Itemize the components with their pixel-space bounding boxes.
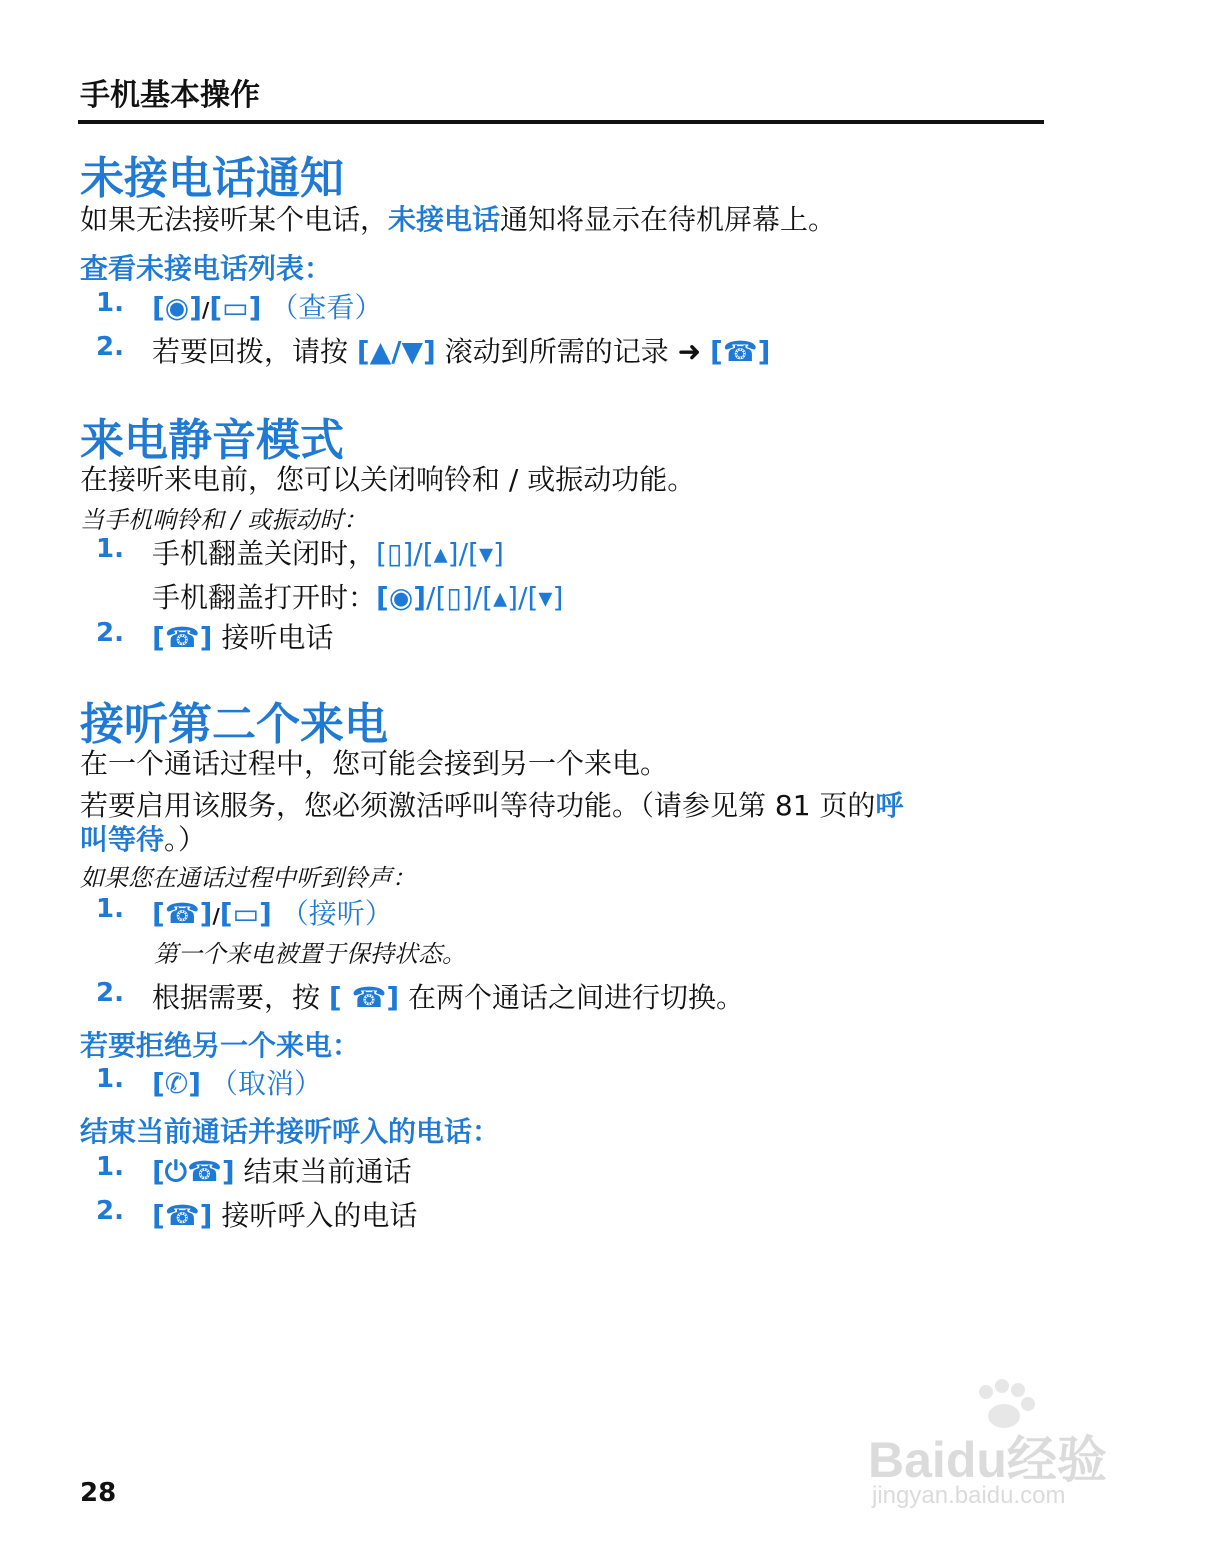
intro-text: 如果无法接听某个电话，: [80, 203, 389, 236]
step-text: 根据需要，按: [152, 981, 329, 1014]
softkey-icon: [▭]: [209, 291, 262, 324]
silent-mode-condition: 当手机响铃和 / 或振动时：: [80, 506, 368, 534]
section-title-silent-mode: 来电静音模式: [80, 415, 344, 466]
step-text: 若要回拨，请按: [152, 335, 357, 368]
step-text: 接听呼入的电话: [212, 1199, 418, 1232]
step-flip-open: [152, 576, 563, 616]
step-text: 接听电话: [212, 621, 334, 654]
hold-note: 第一个来电被置于保持状态。: [154, 940, 466, 968]
step-number: 2.: [96, 332, 124, 362]
section-title-second-call: 接听第二个来电: [80, 699, 388, 750]
call-key-icon: [ ☎]: [328, 981, 400, 1014]
step-number: 1.: [96, 1064, 124, 1094]
step-answer-incoming: [152, 1194, 417, 1234]
call-key-icon: [☎]: [152, 897, 213, 930]
second-call-intro: 在一个通话过程中，您可能会接到另一个来电。: [80, 747, 669, 780]
note-text: 若要启用该服务，您必须激活呼叫等待功能。（请参见第 81 页的: [80, 789, 876, 822]
call-waiting-link[interactable]: 呼: [875, 789, 904, 822]
ring-condition: 如果您在通话过程中听到铃声：: [80, 864, 416, 892]
watermark-url: jingyan.baidu.com: [872, 1482, 1066, 1509]
accept-label: （接听）: [280, 897, 393, 930]
step-number: 2.: [96, 1196, 124, 1226]
step-number: 1.: [96, 1152, 124, 1182]
step-text: 滚动到所需的记录 ➜: [435, 335, 710, 368]
softkey-icon: [▭]: [219, 897, 272, 930]
page-number: 28: [80, 1478, 117, 1508]
silent-mode-intro: 在接听来电前，您可以关闭响铃和 / 或振动功能。: [80, 463, 696, 496]
watermark-brand: Bai: [868, 1432, 946, 1488]
step-number: 1.: [96, 894, 124, 924]
call-key-icon: [☎]: [152, 1199, 213, 1232]
missed-calls-intro: [80, 198, 836, 238]
up-down-keys-icon: [▲/▼]: [356, 335, 436, 368]
baidu-watermark: [868, 1378, 1158, 1518]
call-waiting-note-cont: [80, 818, 206, 858]
step-number: 2.: [96, 618, 124, 648]
section-title-missed-calls: 未接电话通知: [80, 153, 344, 204]
call-waiting-link-cont[interactable]: 叫等待: [80, 823, 165, 856]
end-key-icon: [⏻☎]: [152, 1155, 235, 1188]
header-rule: [78, 120, 1044, 124]
intro-text-end: 通知将显示在待机屏幕上。: [500, 203, 837, 236]
step-end-call: [152, 1150, 412, 1190]
step-number: 1.: [96, 534, 124, 564]
separator: /: [212, 904, 220, 928]
cancel-label: （取消）: [209, 1067, 322, 1100]
subheading-view-list: 查看未接电话列表：: [80, 252, 333, 285]
step-reject: [152, 1062, 322, 1102]
step-text: 在两个通话之间进行切换。: [399, 981, 745, 1014]
separator: /: [202, 298, 210, 322]
view-label: （查看）: [270, 291, 383, 324]
step-text: 手机翻盖关闭时，: [152, 537, 377, 570]
step-number: 2.: [96, 978, 124, 1008]
reject-key-icon: [✆]: [152, 1067, 202, 1100]
side-keys-icon: [▯]/[▴]/[▾]: [376, 537, 504, 570]
step-accept: [152, 892, 393, 932]
subheading-end-and-answer: 结束当前通话并接听呼入的电话：: [80, 1115, 501, 1148]
step-number: 1.: [96, 288, 124, 318]
missed-calls-link[interactable]: 未接电话: [388, 203, 501, 236]
watermark-cn: 经验: [1006, 1432, 1107, 1488]
watermark-brand-du: du: [945, 1432, 1007, 1488]
step-flip-closed: [152, 532, 504, 572]
running-header: 手机基本操作: [80, 78, 260, 113]
note-text-end: 。）: [164, 823, 207, 856]
step-text: 结束当前通话: [234, 1155, 412, 1188]
call-key-icon: [☎]: [152, 621, 213, 654]
center-key-icon: [◉]: [376, 581, 427, 614]
subheading-reject: 若要拒绝另一个来电：: [80, 1029, 361, 1062]
step-answer: [152, 616, 333, 656]
step-view-list: [152, 286, 382, 326]
step-text: 手机翻盖打开时：: [152, 581, 377, 614]
call-key-icon: [☎]: [709, 335, 771, 368]
side-keys-icon: /[▯]/[▴]/[▾]: [426, 581, 564, 614]
step-redial: [152, 330, 770, 370]
step-switch: [152, 976, 744, 1016]
center-key-icon: [◉]: [152, 291, 203, 324]
